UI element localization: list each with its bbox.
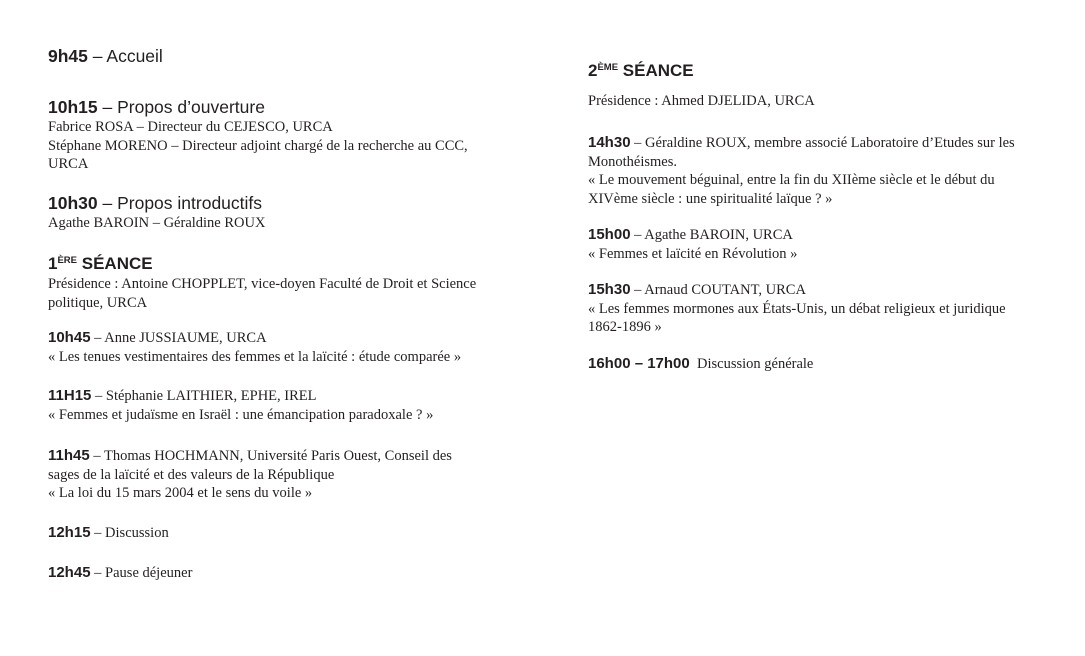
entry-title: Propos d’ouverture [117,97,265,117]
talk-1530 [588,281,1048,337]
speaker: – Anne JUSSIAUME, URCA [90,330,267,346]
time: 15h00 [588,226,631,243]
talk-1600 [588,355,1048,374]
speaker: – Stéphanie LAITHIER, EPHE, IREL [91,388,317,404]
talk-1115 [48,387,528,424]
speaker: – Arnaud COUTANT, URCA [630,282,806,298]
time: 10h30 [48,193,98,213]
time: 9h45 [48,46,88,66]
entry-title: Discussion générale [689,356,814,372]
seance-heading: 1ÈRE SÉANCE [48,254,153,273]
time: 12h15 [48,524,91,541]
talk-title: « Les tenues vestimentaires des femmes et la laïcité : étude comparée » [48,348,462,365]
talk-title: « La loi du 15 mars 2004 et le sens du voile » [48,485,313,501]
presidence-line: Présidence : Ahmed DJELIDA, URCA [588,93,815,109]
time: 11H15 [48,387,92,404]
talk-title: 1862-1896 » [588,319,662,335]
talk-title: XIVème siècle : une spiritualité laïque ? » [588,190,833,207]
seance-2 [588,57,1048,111]
talk-1215 [48,524,528,543]
talk-1145 [48,447,528,503]
speaker-line: URCA [48,156,89,172]
speaker-line: Agathe BAROIN – Géraldine ROUX [48,215,266,231]
time: 12h45 [48,564,91,581]
introductifs-entry: 10h30 – Propos introductifs Agathe BAROIN – Géraldine ROUX [48,192,528,233]
time: 10h15 [48,97,98,117]
speaker: – Thomas HOCHMANN, Université Paris Ouest, Conseil des [89,448,452,464]
talk-1430 [588,134,1048,208]
presidence-line: Présidence : Antoine CHOPPLET, vice-doyen Faculté de Droit et Science [48,276,477,292]
seance-1 [48,250,528,312]
time: 16h00 – 17h00 [588,355,690,372]
talk-1245 [48,564,528,583]
presidence-line: politique, URCA [48,294,148,311]
talk-title: « Femmes et laïcité en Révolution » [588,245,798,262]
talk-1045 [48,329,528,366]
talk-title: « Le mouvement béguinal, entre la fin du XIIème siècle et le début du [588,172,995,188]
entry-title: – Pause déjeuner [90,565,193,581]
speaker: – Géraldine ROUX, membre associé Laboratoire d’Etudes sur les [630,135,1015,151]
speaker-line: Monothéismes. [588,153,678,170]
time: 11h45 [48,447,90,464]
speaker-line: Stéphane MORENO – Directeur adjoint chargé de la recherche au CCC, [48,137,468,154]
speaker: – Agathe BAROIN, URCA [630,227,793,243]
entry-title: Accueil [106,46,163,66]
entry-title: Propos introductifs [117,193,263,213]
ouverture-entry: 10h15 – Propos d’ouverture Fabrice ROSA – Directeur du CEJESCO, URCA Stéphane MORENO – Directeur adjoint chargé de la recherche au CCC, URCA [48,96,528,174]
time: 15h30 [588,281,631,298]
talk-title: « Femmes et judaïsme en Israël : une émancipation paradoxale ? » [48,406,434,423]
time: 10h45 [48,329,91,346]
talk-1500 [588,226,1048,263]
entry-title: – Discussion [90,525,169,541]
accueil-entry: 9h45 – Accueil [48,46,163,66]
speaker-line: sages de la laïcité et des valeurs de la République [48,466,335,483]
talk-title: « Les femmes mormones aux États-Unis, un débat religieux et juridique [588,300,1006,317]
seance-heading: 2ÈME SÉANCE [588,61,694,80]
speaker-line: Fabrice ROSA – Directeur du CEJESCO, URCA [48,119,333,135]
time: 14h30 [588,134,631,151]
